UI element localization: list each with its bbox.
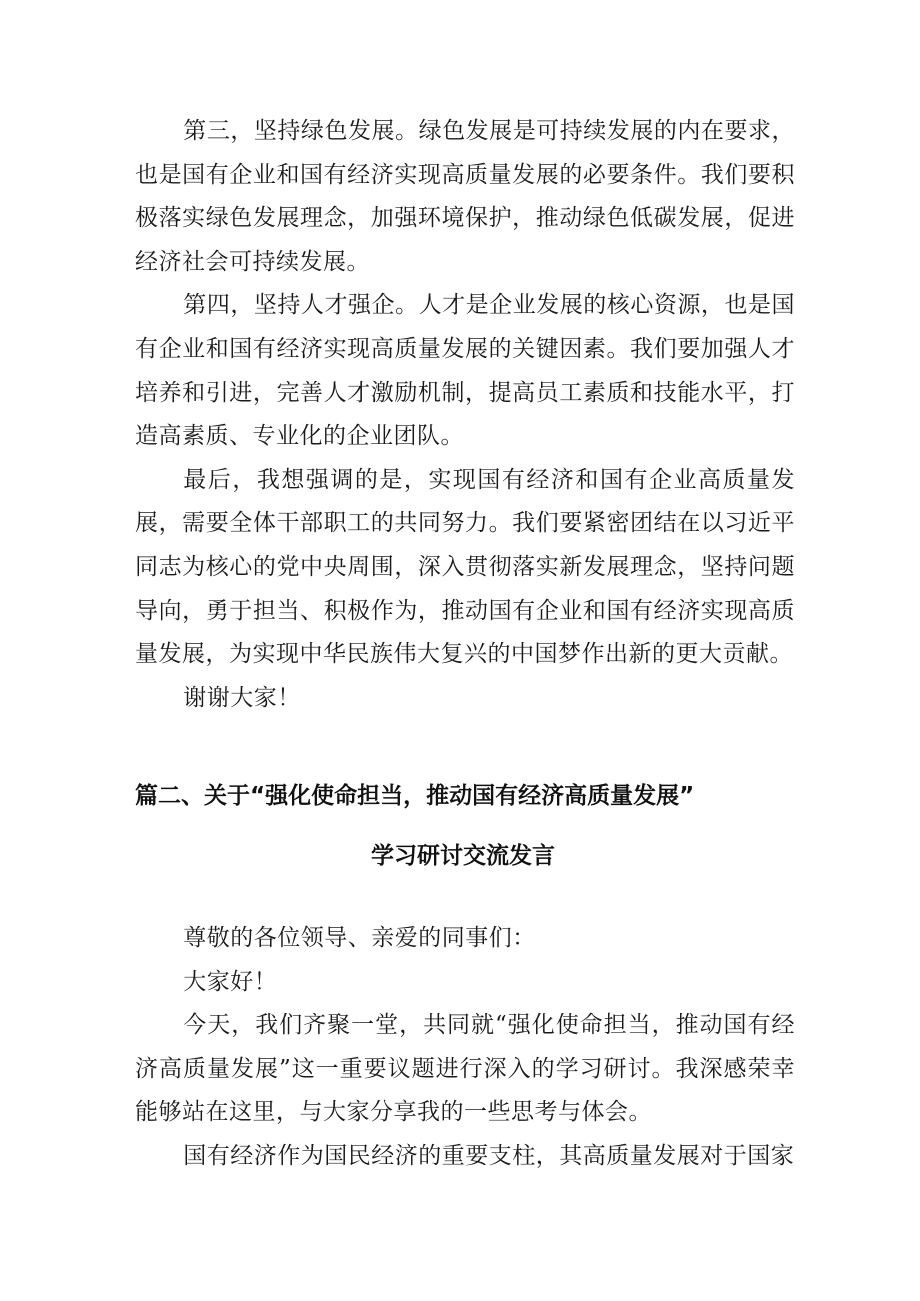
paragraph: 尊敬的各位领导、亲爱的同事们：: [183, 925, 536, 951]
paragraph: 第四，坚持人才强企。人才是企业发展的核心资源，也是国有企业和国有经济实现高质量发展的关键因素。我们要加强人才培养和引进，完善人才激励机制，提高员工素质和技能水平，打造高素质、专业化的企业团队。: [135, 292, 795, 450]
paragraph: 第三，坚持绿色发展。绿色发展是可持续发展的内在要求，也是国有企业和国有经济实现高质量发展的必要条件。我们要积极落实绿色发展理念，加强环境保护，推动绿色低碳发展，促进经济社会可持续发展。: [135, 118, 795, 275]
paragraph: 今天，我们齐聚一堂，共同就“强化使命担当，推动国有经济高质量发展”这一重要议题进行深入的学习研讨。我深感荣幸能够站在这里，与大家分享我的一些思考与体会。: [135, 1012, 795, 1126]
paragraph: 大家好！: [183, 968, 278, 995]
section-heading-line2: 学习研讨交流发言: [371, 843, 555, 869]
paragraph: 谢谢大家！: [183, 684, 301, 711]
section2-text: [135, 917, 795, 1179]
section1-text: [135, 110, 795, 720]
paragraph: 国有经济作为国民经济的重要支柱，其高质量发展对于国家: [183, 1142, 795, 1169]
section-heading-line1: 篇二、关于“强化使命担当，推动国有经济高质量发展”: [135, 783, 695, 809]
paragraph: 最后，我想强调的是，实现国有经济和国有企业高质量发展，需要全体干部职工的共同努力。我们要紧密团结在以习近平同志为核心的党中央周围，深入贯彻落实新发展理念，坚持问题导向，勇于担当、积极作为，推动国有企业和国有经济实现高质量发展，为实现中华民族伟大复兴的中国梦作出新的更大贡献。: [135, 466, 795, 668]
